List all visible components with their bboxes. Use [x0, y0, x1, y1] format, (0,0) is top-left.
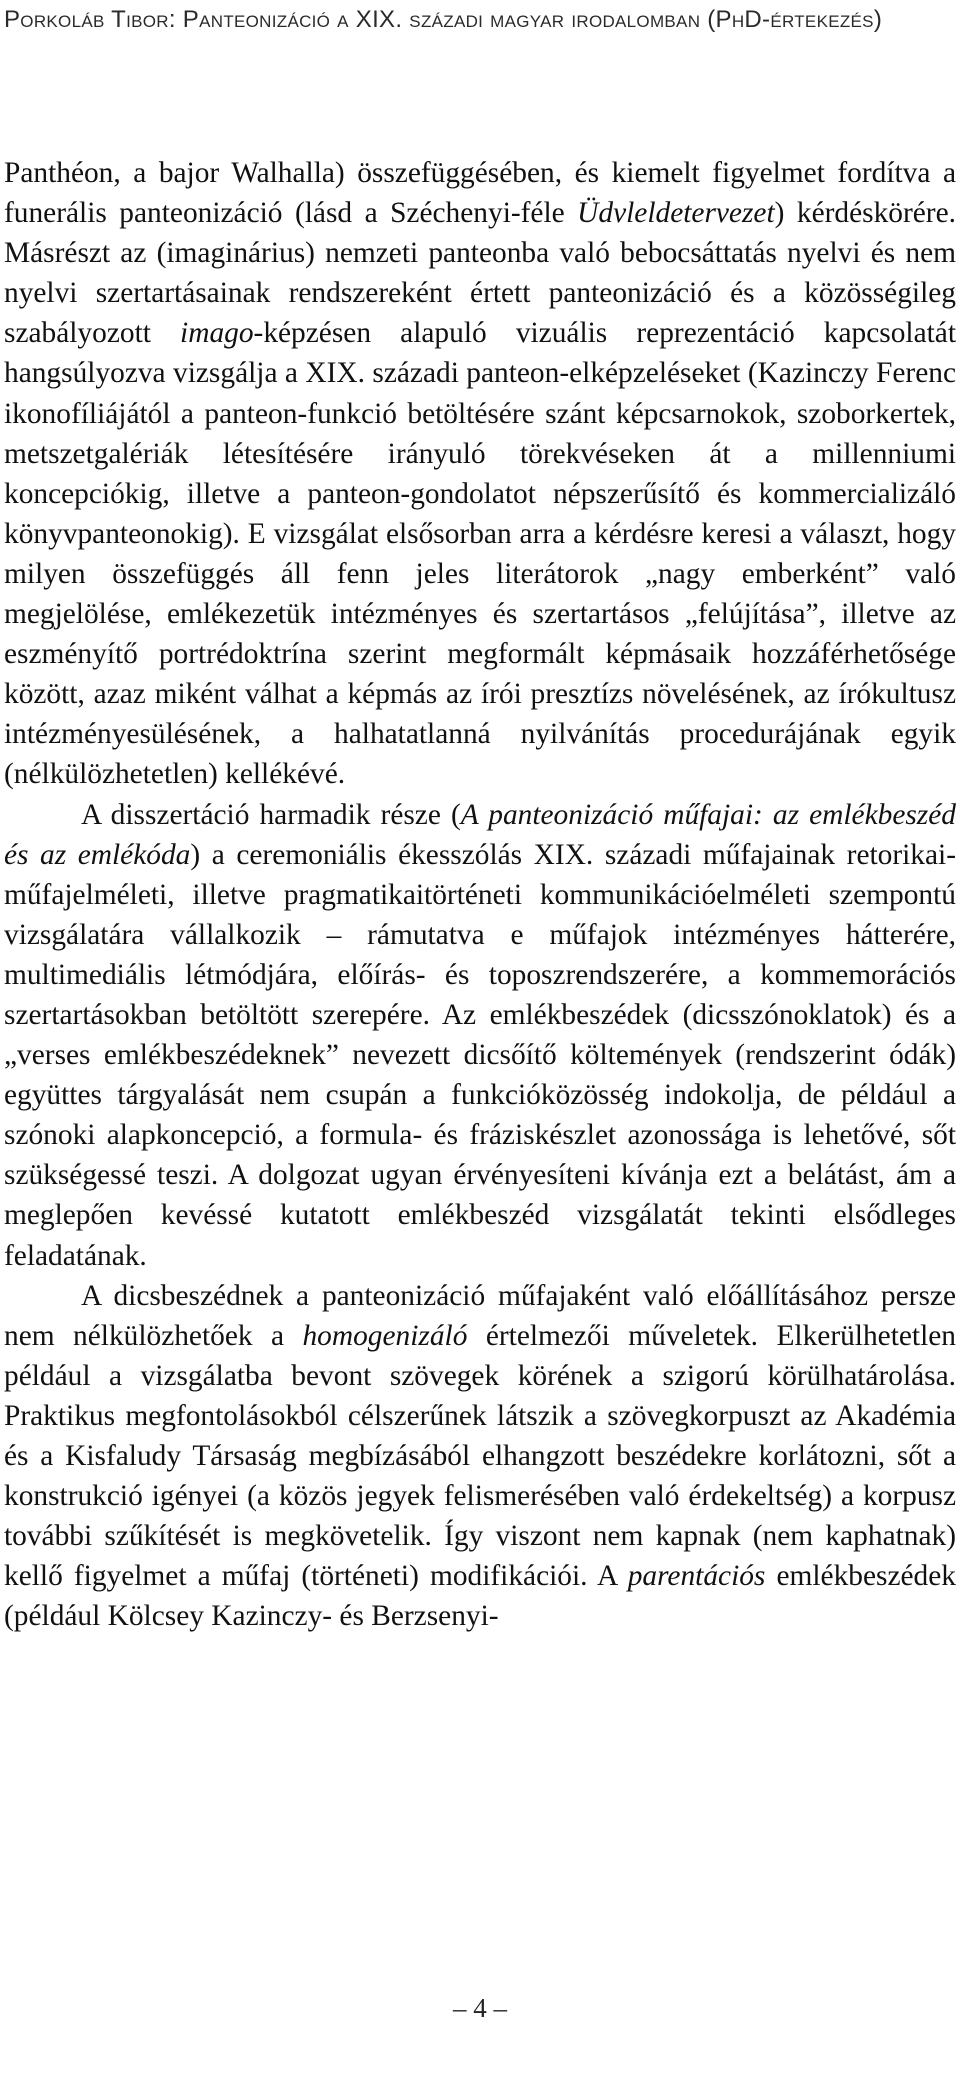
italic-text-run: parentációs [627, 1560, 766, 1593]
text-run: Panthéon, a bajor Walhalla) összefüggésében, és kiemelt figyelmet fordítva a funerális panteonizáció (lásd a Széchenyi-féle [4, 157, 956, 230]
italic-text-run: Üdvleldetervezet [577, 197, 775, 230]
page-number: – 4 – [453, 1993, 507, 2023]
text-run: ) a ceremoniális ékesszólás XIX. századi műfajainak retorikai-műfajelméleti, illetve pragmatikaitörténeti kommunikációelméleti szempontú vizsgálatára vállalkozik – rámutatva e műfajok intézményes hátterére, multimediális létmódjára, előírás- és toposzrendszerére, a kommemorációs szertartásokban betöltött szerepére. Az emlékbeszédek (dicsszónoklatok) és a „verses emlékbeszédeknek” nevezett dicsőítő költemények (rendszerint ódák) együttes tárgyalását nem csupán a funkcióközösség indokolja, de például a szónoki alapkoncepció, a formula- és fráziskészlet azonossága is lehetővé, sőt szükségessé teszi. A dolgozat ugyan érvényesíteni kívánja ezt a belátást, ám a meglepően kevéssé kutatott emlékbeszéd vizsgálatát tekinti elsődleges feladatának. [4, 838, 956, 1272]
italic-text-run: homogenizáló [302, 1319, 468, 1352]
paragraph [4, 795, 956, 1276]
text-run: értelmezői műveletek. Elkerülhetetlen például a vizsgálatba bevont szövegek körének a szigorú körülhatárolása. Praktikus megfontolásokból célszerűnek látszik a szövegkorpuszt az Akadémia és a Kisfaludy Társaság megbízásából elhangzott beszédekre korlátozni, sőt a konstrukció igényei (a közös jegyek felismerésében való érdekeltség) a korpusz további szűkítését is megkövetelik. Így viszont nem kapnak (nem kaphatnak) kellő figyelmet a műfaj (történeti) modifikációi. A [4, 1319, 956, 1593]
text-run: ) kérdéskörére. Másrészt az (imaginárius) nemzeti panteonba való bebocsáttatás nyelvi és nem nyelvi szertartásainak rendszereként értett panteonizáció és a közösségileg szabályozott [4, 197, 956, 350]
running-header: Porkoláb Tibor: Panteonizáció a XIX. századi magyar irodalomban (PhD-értekezés) [4, 6, 883, 33]
paragraph [4, 1276, 956, 1637]
body-text [4, 153, 956, 1636]
italic-text-run: A panteonizáció műfajai: az emlékbeszéd és az emlékóda [4, 798, 956, 871]
italic-text-run: imago [180, 317, 254, 350]
text-run: A disszertáció harmadik része ( [81, 798, 461, 831]
text-run: A dicsbeszédnek a panteonizáció műfajaként való előállításához persze nem nélkülözhetőek a [4, 1279, 956, 1352]
text-run: emlékbeszédek (például Kölcsey Kazinczy- és Berzsenyi- [4, 1560, 956, 1633]
paragraph [4, 153, 956, 795]
text-run: -képzésen alapuló vizuális reprezentáció kapcsolatát hangsúlyozva vizsgálja a XIX. századi panteon-elképzeléseket (Kazinczy Ferenc ikonofíliájától a panteon-funkció betöltésére szánt képcsarnokok, szoborkertek, metszetgalériák létesítésére irányuló törekvéseken át a millenniumi koncepciókig, illetve a panteon-gondolatot népszerűsítő és kommercializáló könyvpanteonokig). E vizsgálat elsősorban arra a kérdésre keresi a választ, hogy milyen összefüggés áll fenn jeles literátorok „nagy emberként” való megjelölése, emlékezetük intézményes és szertartásos „felújítása”, illetve az eszményítő portrédoktrína szerint megformált képmásaik hozzáférhetősége között, azaz miként válhat a képmás az írói presztízs növelésének, az írókultusz intézményesülésének, a halhatatlanná nyilvánítás procedurájának egyik (nélkülözhetetlen) kellékévé. [4, 317, 956, 791]
